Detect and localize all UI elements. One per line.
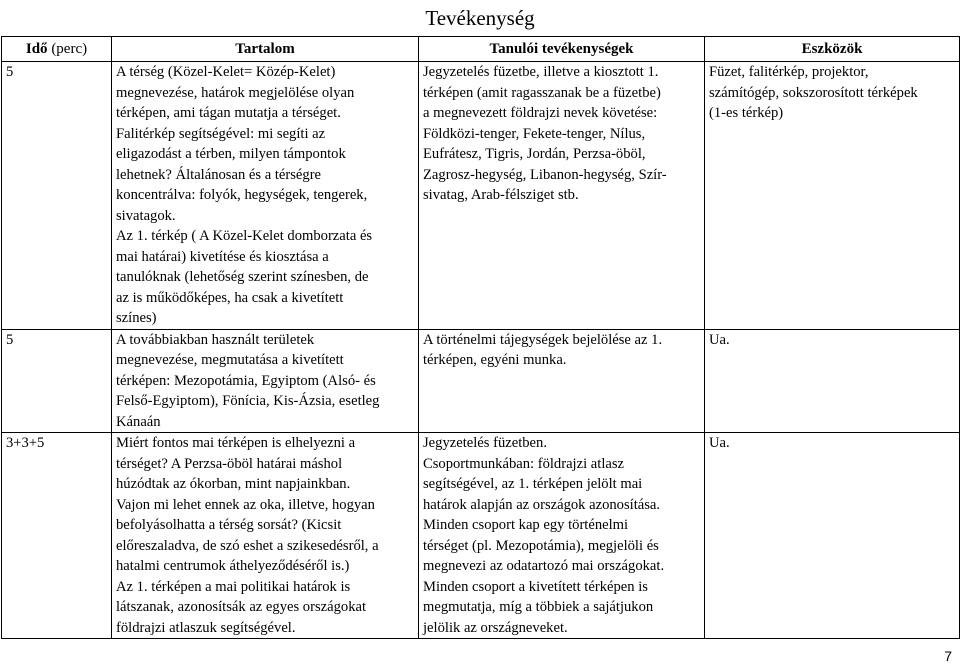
time-cell: 5 (2, 62, 112, 330)
table-row (2, 329, 960, 433)
activities-cell: Jegyzetelés füzetbe, illetve a kiosztott 1. térképen (amit ragasszanak be a füzetbe) a megnevezett földrajzi nevek követése: Földközi-tenger, Fekete-tenger, Nílus, Eufrátesz, Tigris, Jordán, Perzsa-öböl, Zagrosz-hegység, Libanon-hegység, Szír- sivatag, Arab-félsziget stb. (419, 62, 705, 330)
page-number: 7 (944, 648, 952, 664)
tools-cell: Ua. (705, 329, 960, 433)
header-time (2, 37, 112, 62)
table-header-row (2, 37, 960, 62)
time-cell: 3+3+5 (2, 433, 112, 639)
header-activities: Tanulói tevékenységek (419, 37, 705, 62)
tools-cell: Ua. (705, 433, 960, 639)
header-time-label: Idő (25, 40, 48, 57)
header-content: Tartalom (112, 37, 419, 62)
page-title: Tevékenység (425, 6, 535, 30)
table-row (2, 62, 960, 330)
header-time-unit: (perc) (47, 40, 88, 57)
activities-cell: Jegyzetelés füzetben. Csoportmunkában: földrajzi atlasz segítségével, az 1. térképen jelölt mai határok alapján az országok azonosítása. Minden csoport kap egy történelmi térséget (pl. Mezopotámia), megjelöli és megnevezi az odatartozó mai országokat. Minden csoport a kivetített térképen is megmutatja, míg a többiek a sajátjukon jelölik az országneveket. (419, 433, 705, 639)
content-cell: A továbbiakban használt területek megnevezése, megmutatása a kivetített térképen: Mezopotámia, Egyiptom (Alsó- és Felső-Egyiptom), Föníciа, Kis-Ázsia, esetleg Kánaán (112, 329, 419, 433)
table-row (2, 433, 960, 639)
content-cell: A térség (Közel-Kelet= Közép-Kelet) megnevezése, határok megjelölése olyan térképen, ami tágan mutatja a térséget. Falitérkép segítségével: mi segíti az eligazodást a térben, milyen támpontok lehetnek? Általánosan és a térségre koncentrálva: folyók, hegységek, tengerek, sivatagok. Az 1. térkép ( A Közel-Kelet domborzata és mai határai) kivetítése és kiosztása a tanulóknak (lehetőség szerint színesben, de az is működőképes, ha csak a kivetített színes) (112, 62, 419, 330)
tools-cell: Füzet, falitérkép, projektor, számítógép, sokszorosított térképek (1-es térkép) (705, 62, 960, 330)
content-cell: Miért fontos mai térképen is elhelyezni a térséget? A Perzsa-öböl határai máshol húzódtak az ókorban, mint napjainkban. Vajon mi lehet ennek az oka, illetve, hogyan befolyásolhatta a térség sorsát? (Kicsit előreszaladva, de szó eshet a szikesedésről, a hatalmi centrumok áthelyeződéséről is.) Az 1. térképen a mai politikai határok is látszanak, azonosítsák az egyes országokat földrajzi atlaszuk segítségével. (112, 433, 419, 639)
header-tools: Eszközök (705, 37, 960, 62)
activities-cell: A történelmi tájegységek bejelölése az 1. térképen, egyéni munka. (419, 329, 705, 433)
time-cell: 5 (2, 329, 112, 433)
lesson-plan-table (1, 36, 960, 639)
